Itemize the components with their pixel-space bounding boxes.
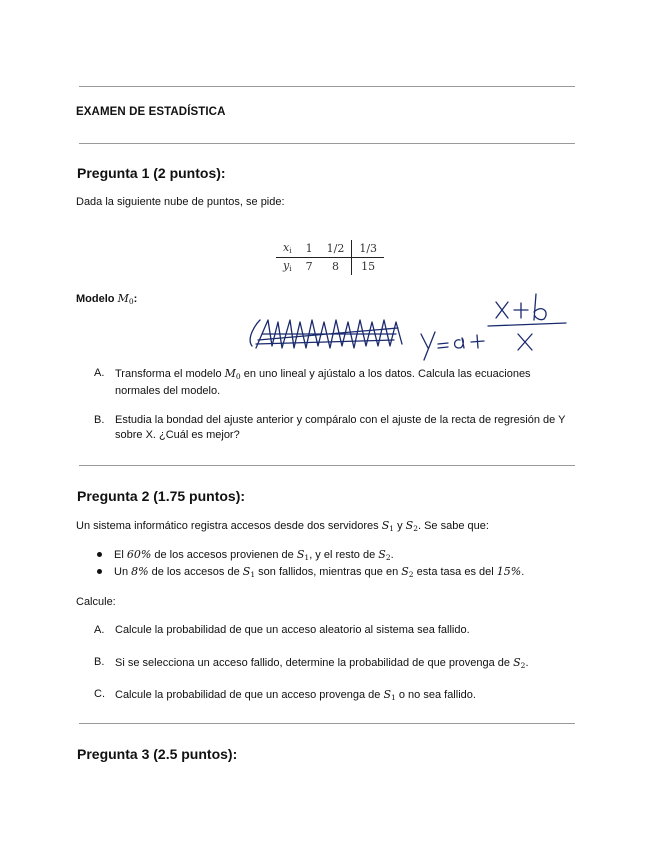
table-cell: 7	[305, 259, 313, 273]
q2-heading: Pregunta 2 (1.75 puntos):	[77, 488, 246, 504]
table-cell: 1/3	[352, 240, 384, 258]
q1-intro: Dada la siguiente nube de puntos, se pide:	[76, 196, 285, 208]
table-row	[276, 258, 384, 276]
q2-item-a: A. Calcule la probabilidad de que un acceso aleatorio al sistema sea fallido.	[94, 624, 470, 636]
bullet-dot	[97, 552, 102, 557]
calc-label: Calcule:	[76, 596, 116, 608]
table-cell: 1	[299, 240, 320, 258]
exam-title: EXAMEN DE ESTADÍSTICA	[76, 106, 226, 118]
table-cell: 15	[352, 258, 384, 276]
q1-item-b: B. Estudia la bondad del ajuste anterior y compáralo con el ajuste de la recta de regresión de Y sobre X. ¿Cuál es mejor?	[94, 414, 566, 441]
divider-q1	[79, 465, 575, 466]
q1-item-a: A. Transforma el modelo $M_0$ en uno lineal y ajústalo a los datos. Calcula las ecuaciones normales del modelo.	[94, 367, 531, 397]
q2-item-c: C. Calcule la probabilidad de que un acceso provenga de $S_1$ o no sea fallido.	[94, 688, 476, 702]
table-cell: 1/2	[320, 240, 352, 258]
row-y-label: $y_i$	[283, 259, 292, 273]
q2-intro: Un sistema informático registra accesos desde dos servidores $S_1$ y $S_2$. Se sabe que:	[76, 519, 489, 533]
q1-heading: Pregunta 1 (2 puntos):	[77, 165, 226, 181]
points-table	[276, 240, 384, 275]
q2-item-b: B. Si se selecciona un acceso fallido, determine la probabilidad de que provenga de $S_2$.	[94, 656, 529, 670]
divider-top	[79, 86, 575, 87]
divider-title	[79, 143, 575, 144]
bullet-dot	[97, 569, 102, 574]
table-cell: 8	[331, 259, 339, 273]
handwritten-formula	[238, 290, 578, 362]
table-row	[276, 240, 384, 258]
row-x-label: $x_i$	[276, 240, 299, 258]
divider-q2	[79, 723, 575, 724]
q3-heading: Pregunta 3 (2.5 puntos):	[77, 746, 238, 762]
q2-bullet-2: Un 8% de los accesos de $S_1$ son fallidos, mientras que en $S_2$ esta tasa es del 15%.	[97, 564, 524, 582]
q2-bullet-1: El 60% de los accesos provienen de $S_1$, y el resto de $S_2$.	[97, 547, 394, 565]
model-label: Modelo $M_0$:	[76, 292, 138, 306]
